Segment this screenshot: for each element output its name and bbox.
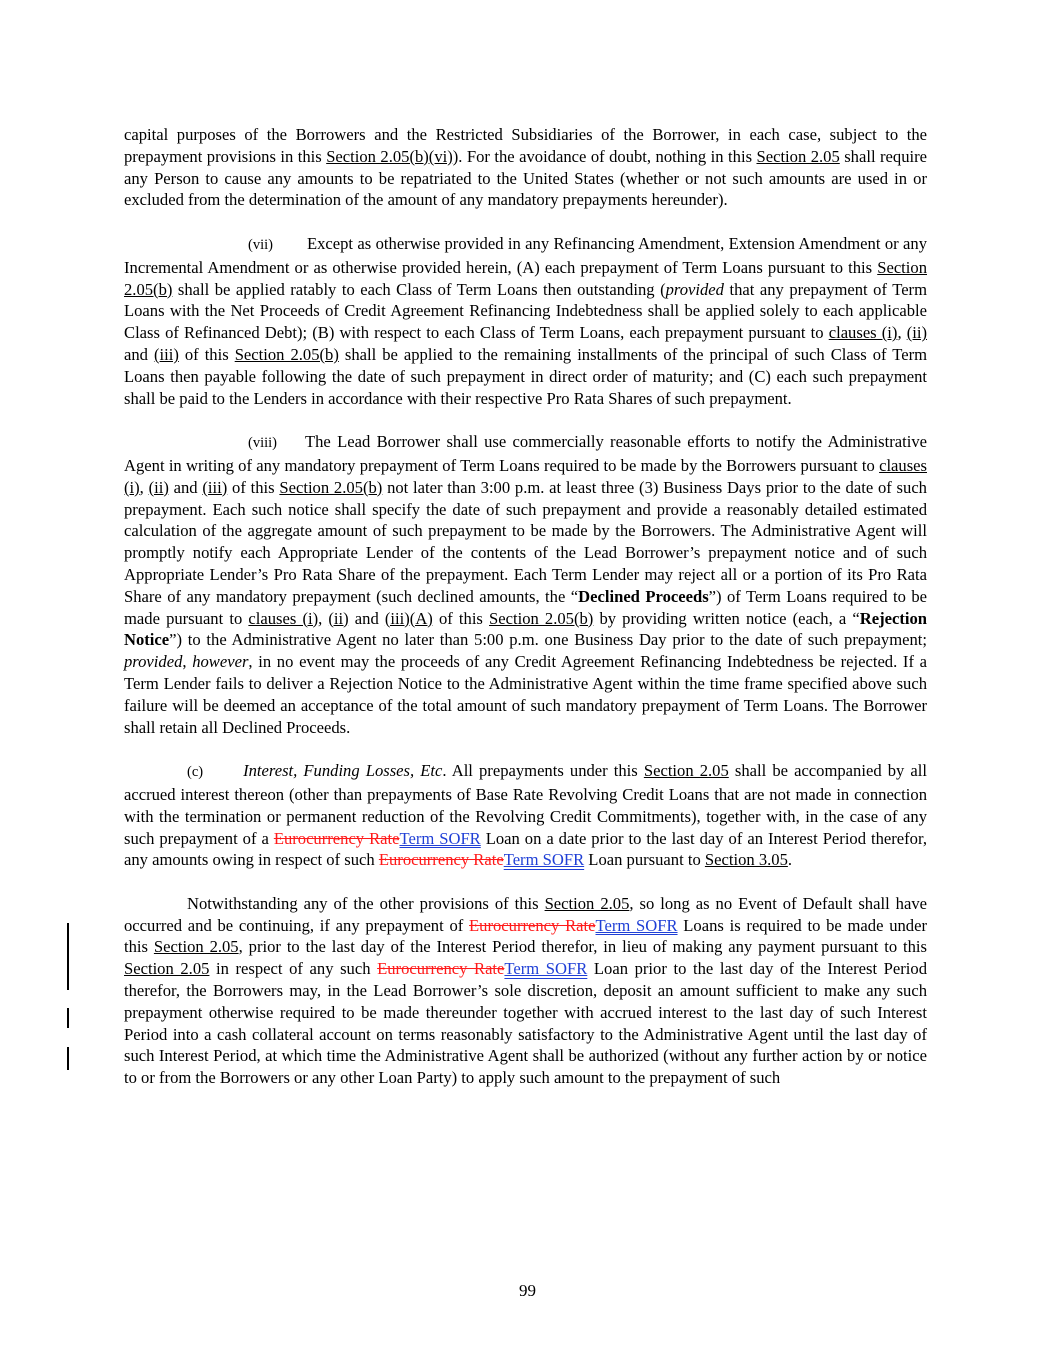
- cross-reference[interactable]: Section 2.05(b): [279, 477, 383, 497]
- text: shall be accompanied by all accrued interest thereon (other than prepayments of Base Rate Revolving Credit Loans that are not made in connection with the termination or permanent reduction of the Revolving Credit Commitments), together with, in the case of any such prepayment of a: [124, 761, 927, 848]
- text: and: [348, 608, 385, 628]
- text: Loan prior to the last day of the Interest Period therefor, the Borrowers may, in the Lead Borrower’s sole discretion, deposit an amount sufficient to make any such prepayment otherwise required to be made thereunder together with accrued interest to the last day of such Interest Period into a cash collateral account on terms reasonably satisfactory to the Administrative Agent until the last day of such Interest Period, at which time the Administrative Agent shall be authorized (without any further action by or notice to or from the Borrowers or any other Loan Party) to apply such amount to the prepayment of such: [124, 959, 928, 1088]
- cross-reference[interactable]: Section 2.05: [124, 959, 210, 979]
- defined-term: Rejection Notice: [124, 608, 927, 650]
- text: Loan on a date prior to the last day of an Interest Period therefor, any amounts owing in respect of such: [124, 828, 927, 870]
- inserted-text: Term SOFR: [503, 850, 585, 870]
- cross-reference[interactable]: clauses (i): [828, 323, 898, 343]
- cross-reference[interactable]: (iii): [202, 477, 228, 497]
- text: shall be applied to the remaining installments of the principal of such Class of Term Loans then payable following the date of such prepayment in direct order of maturity; and (C) each such prepayment shall be paid to the Lenders in accordance with their respective Pro Rata Shares of such prepayment.: [124, 344, 928, 408]
- text: ,: [139, 477, 149, 497]
- text: shall require any Person to cause any amounts to be repatriated to the United States (whether or not such amounts are used in or excluded from the determination of the amount of any mandatory prepayments hereunder).: [124, 146, 928, 210]
- text: of this: [178, 344, 235, 364]
- cross-reference[interactable]: (iii): [153, 344, 179, 364]
- defined-term: Declined Proceeds: [578, 586, 709, 606]
- text: ,: [182, 652, 193, 672]
- cross-reference[interactable]: clauses (i): [248, 608, 319, 628]
- cross-reference[interactable]: (iii)(A): [384, 608, 433, 628]
- inserted-text: Term SOFR: [399, 828, 481, 848]
- cross-reference[interactable]: (ii): [906, 323, 928, 343]
- paragraph-vii: [124, 233, 927, 409]
- italic-term: provided: [665, 279, 724, 299]
- cross-reference[interactable]: (ii): [328, 608, 349, 628]
- text: Except as otherwise provided in any Refinancing Amendment, Extension Amendment or any Incremental Amendment or as otherwise provided herein, (A) each prepayment of Term Loans pursuant to this: [124, 233, 927, 277]
- section-heading: Interest, Funding Losses, Etc: [243, 761, 443, 781]
- change-bar: [67, 1008, 69, 1028]
- text: , prior to the last day of the Interest Period therefor, in lieu of making any payment pursuant to this: [238, 937, 928, 957]
- text: not later than 3:00 p.m. at least three (3) Business Days prior to the date of such prepayment. Each such notice shall specify the date of such prepayment and provide a reasonably detailed estimated calculation of the aggregate amount of such prepayment to be made by the Borrowers. The Administrative Agent will promptly notify each Appropriate Lender of the contents of the Lead Borrower’s prepayment notice and of such Appropriate Lender’s Pro Rata Share of the prepayment. Each Term Lender may reject all or a portion of its Pro Rata Share of any mandatory prepayment (such declined amounts, the “: [124, 477, 927, 606]
- text: and: [168, 477, 203, 497]
- cross-reference[interactable]: clauses (i): [124, 455, 927, 497]
- document-page: [124, 124, 927, 1111]
- text: ,: [897, 323, 907, 343]
- inserted-text: Term SOFR: [595, 915, 678, 935]
- text: ”) to the Administrative Agent no later than 5:00 p.m. one Business Day prior to the date of such prepayment;: [169, 630, 927, 650]
- clause-number: (viii): [248, 435, 277, 452]
- paragraph-viii: [124, 431, 927, 738]
- paragraph-c: [124, 760, 927, 871]
- text: ,: [318, 608, 329, 628]
- italic-term: provided: [124, 652, 183, 672]
- text: by providing written notice (each, a “: [593, 608, 860, 628]
- cross-reference[interactable]: Section 2.05: [153, 937, 239, 957]
- deleted-text: Eurocurrency Rate: [273, 828, 400, 848]
- change-bar: [67, 1047, 69, 1070]
- cross-reference[interactable]: (ii): [148, 477, 169, 497]
- clause-number: (vii): [248, 236, 273, 253]
- cross-reference[interactable]: Section 2.05(b): [124, 257, 927, 299]
- text: shall be applied ratably to each Class of Term Loans then outstanding (: [172, 279, 666, 299]
- deleted-text: Eurocurrency Rate: [377, 959, 505, 979]
- text: that any prepayment of Term Loans with the Net Proceeds of Credit Agreement Refinancing Indebtedness shall be applied solely to each applicable Class of Refinanced Debt); (B) with respect to each Class of Term Loans, each prepayment pursuant to: [124, 279, 927, 343]
- italic-term: however: [192, 652, 249, 672]
- inserted-text: Term SOFR: [504, 959, 588, 979]
- cross-reference[interactable]: Section 2.05: [544, 893, 630, 913]
- text: of this: [432, 608, 490, 628]
- text: . All prepayments under this: [442, 761, 644, 781]
- text: The Lead Borrower shall use commercially reasonable efforts to notify the Administrative Agent in writing of any mandatory prepayment of Term Loans required to be made by the Borrowers pursuant to: [124, 432, 927, 475]
- change-bar: [67, 923, 69, 990]
- text: of this: [227, 477, 280, 497]
- deleted-text: Eurocurrency Rate: [469, 915, 596, 935]
- text: , in no event may the proceeds of any Credit Agreement Refinancing Indebtedness be rejected. If a Term Lender fails to deliver a Rejection Notice to the Administrative Agent within the time frame specified above such failure will be deemed an acceptance of the total amount of such mandatory prepayment of Term Loans. The Borrower shall retain all Declined Proceeds.: [124, 652, 928, 737]
- text: .: [787, 850, 793, 870]
- text: in respect of any such: [209, 959, 378, 979]
- cross-reference[interactable]: Section 2.05(b): [234, 344, 339, 364]
- text: , so long as no Event of Default shall have occurred and be continuing, if any prepayment of: [124, 893, 927, 935]
- clause-number: (c): [187, 764, 204, 781]
- paragraph-continuation: [124, 124, 927, 211]
- text: and: [124, 344, 154, 364]
- text: ). For the avoidance of doubt, nothing in this: [452, 146, 757, 166]
- text: Notwithstanding any of the other provisions of this: [187, 893, 545, 913]
- deleted-text: Eurocurrency Rate: [378, 850, 504, 870]
- cross-reference[interactable]: Section 2.05: [756, 146, 840, 166]
- paragraph-notwithstanding: [124, 893, 927, 1089]
- text: capital purposes of the Borrowers and the Restricted Subsidiaries of the Borrower, in each case, subject to the prepayment provisions in this: [124, 125, 927, 166]
- cross-reference[interactable]: Section 2.05: [643, 761, 729, 781]
- text: ”) of Term Loans required to be made pursuant to: [124, 586, 928, 628]
- cross-reference[interactable]: Section 3.05: [704, 850, 788, 870]
- page-number: 99: [519, 1281, 536, 1300]
- text: Loans is required to be made under this: [124, 915, 927, 957]
- cross-reference[interactable]: Section 2.05(b)(vi): [326, 146, 453, 166]
- text: Loan pursuant to: [584, 850, 705, 870]
- cross-reference[interactable]: Section 2.05(b): [489, 608, 594, 628]
